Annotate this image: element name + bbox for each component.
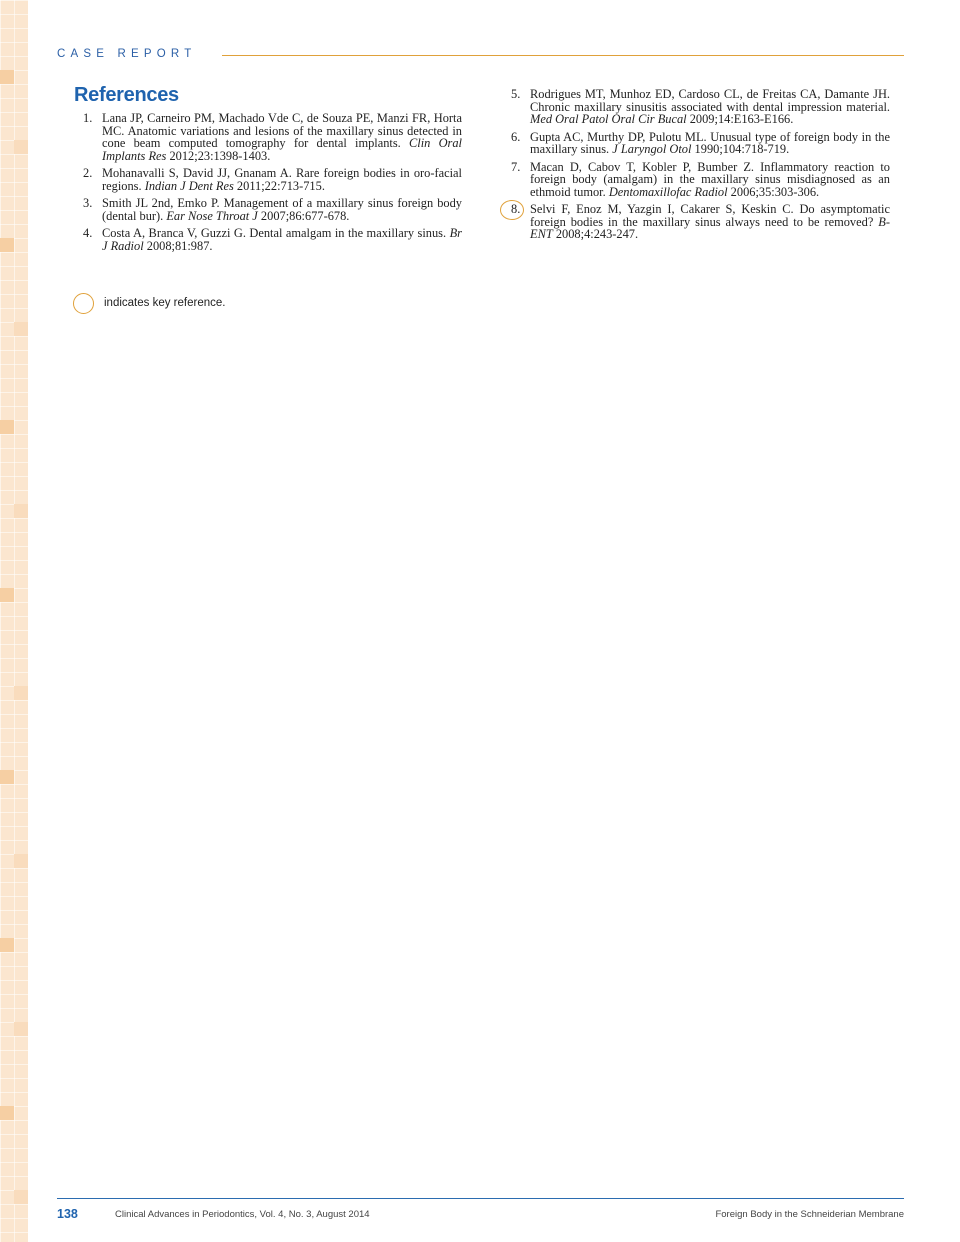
reference-item bbox=[508, 88, 890, 126]
footer-journal-info: Clinical Advances in Periodontics, Vol. 4, No. 3, August 2014 bbox=[115, 1209, 370, 1220]
reference-authors: Rodrigues MT, Munhoz ED, Cardoso CL, de Freitas CA, Damante JH. Chronic maxillary sinusitis associated with dental impression material. bbox=[530, 87, 890, 114]
reference-item-key bbox=[508, 203, 890, 241]
reference-authors: Mohanavalli S, David JJ, Gnanam A. Rare foreign bodies in oro-facial regions. bbox=[102, 166, 462, 193]
key-reference-legend-icon bbox=[73, 293, 94, 314]
reference-details: 2008;81:987. bbox=[146, 238, 213, 253]
reference-details: 2008;4:243-247. bbox=[555, 227, 639, 241]
reference-item bbox=[80, 167, 462, 192]
reference-journal: Indian J Dent Res bbox=[144, 178, 234, 193]
reference-authors: Selvi F, Enoz M, Yazgin I, Cakarer S, Keskin C. Do asymptomatic foreign bodies in the maxillary sinus always need to be removed? bbox=[530, 202, 890, 229]
reference-number: 5. bbox=[511, 87, 521, 101]
reference-item bbox=[508, 161, 890, 199]
reference-journal: Clin Oral Implants Res bbox=[102, 136, 463, 163]
reference-number: 2. bbox=[83, 166, 93, 180]
reference-journal: Ear Nose Throat J bbox=[166, 208, 258, 223]
reference-journal: J Laryngol Otol bbox=[612, 142, 692, 156]
reference-number: 7. bbox=[511, 159, 521, 174]
reference-details: 2009;14:E163-E166. bbox=[689, 112, 794, 126]
reference-authors: Lana JP, Carneiro PM, Machado Vde C, de Souza PE, Manzi FR, Horta MC. Anatomic variations and lesions of the maxillary sinus detected in cone beam computed tomography for dental implants. bbox=[102, 111, 462, 150]
page-number: 138 bbox=[57, 1207, 78, 1221]
reference-details: 2012;23:1398-1403. bbox=[169, 148, 271, 163]
reference-authors: Smith JL 2nd, Emko P. Management of a maxillary sinus foreign body (dental bur). bbox=[102, 196, 462, 223]
reference-item bbox=[80, 112, 462, 162]
references-heading: References bbox=[74, 84, 179, 106]
footer-article-title: Foreign Body in the Schneiderian Membrane bbox=[715, 1209, 904, 1220]
reference-journal: Med Oral Patol Oral Cir Bucal bbox=[530, 112, 687, 126]
reference-details: 2007;86:677-678. bbox=[260, 208, 350, 223]
section-label: CASE REPORT bbox=[57, 48, 197, 60]
reference-number: 8. bbox=[511, 202, 521, 216]
reference-item bbox=[80, 227, 462, 252]
reference-authors: Costa A, Branca V, Guzzi G. Dental amalgam in the maxillary sinus. bbox=[102, 226, 447, 240]
references-column-right bbox=[508, 88, 890, 246]
reference-number: 3. bbox=[83, 196, 93, 210]
reference-authors: Macan D, Cabov T, Kobler P, Bumber Z. Inflammatory reaction to foreign body (amalgam) in the maxillary sinus misdiagnosed as an ethmoid tumor. bbox=[530, 159, 890, 199]
reference-number: 1. bbox=[83, 111, 93, 125]
reference-journal: B-ENT bbox=[530, 214, 890, 241]
reference-details: 1990;104:718-719. bbox=[694, 142, 790, 156]
header-rule bbox=[222, 55, 904, 56]
key-reference-legend-text: indicates key reference. bbox=[104, 297, 226, 309]
footer-rule bbox=[57, 1198, 904, 1199]
reference-details: 2011;22:713-715. bbox=[236, 178, 325, 193]
reference-authors: Gupta AC, Murthy DP, Pulotu ML. Unusual type of foreign body in the maxillary sinus. bbox=[530, 129, 890, 156]
reference-details: 2006;35:303-306. bbox=[730, 184, 820, 199]
reference-number: 6. bbox=[511, 129, 521, 144]
reference-item bbox=[508, 131, 890, 156]
references-column-left bbox=[80, 112, 462, 257]
reference-number: 4. bbox=[83, 226, 93, 240]
reference-item bbox=[80, 197, 462, 222]
reference-journal: Dentomaxillofac Radiol bbox=[608, 184, 728, 199]
decorative-side-strip bbox=[0, 0, 28, 1242]
reference-journal: Br J Radiol bbox=[102, 226, 462, 253]
